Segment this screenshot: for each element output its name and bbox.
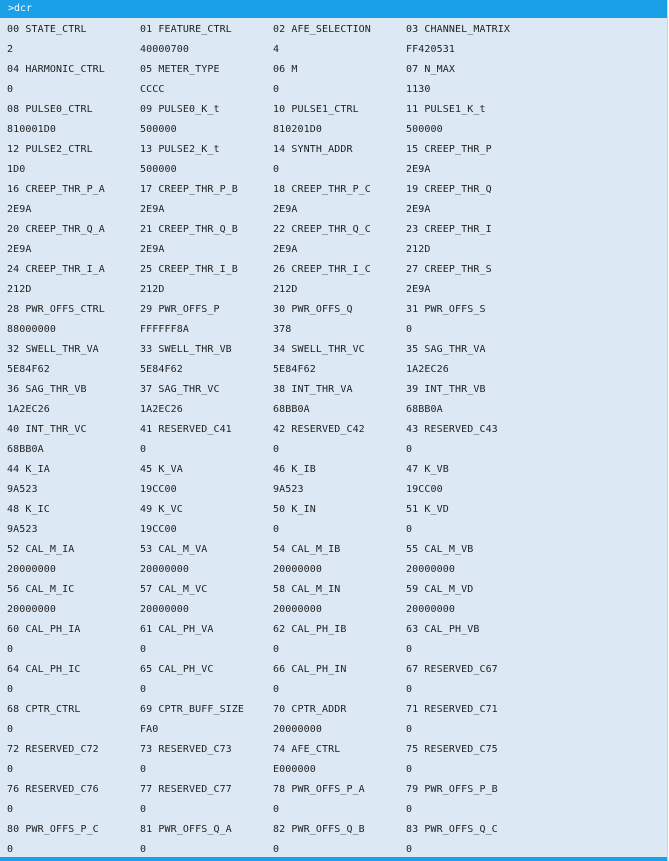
register-name: 35 SAG_THR_VA bbox=[406, 344, 486, 355]
register-name: 33 SWELL_THR_VB bbox=[140, 344, 232, 355]
register-name: 22 CREEP_THR_Q_C bbox=[273, 224, 371, 235]
register-name: 14 SYNTH_ADDR bbox=[273, 144, 353, 155]
register-value: 20000000 bbox=[7, 564, 56, 575]
register-name: 69 CPTR_BUFF_SIZE bbox=[140, 704, 245, 715]
register-name: 43 RESERVED_C43 bbox=[406, 424, 498, 435]
register-name: 45 K_VA bbox=[140, 464, 183, 475]
register-name: 00 STATE_CTRL bbox=[7, 24, 87, 35]
register-value-row bbox=[0, 760, 667, 780]
register-value: 500000 bbox=[140, 124, 177, 135]
register-name-row bbox=[0, 820, 667, 840]
register-value-row bbox=[0, 480, 667, 500]
register-name: 61 CAL_PH_VA bbox=[140, 624, 214, 635]
register-name: 49 K_VC bbox=[140, 504, 183, 515]
register-value: 0 bbox=[7, 844, 14, 855]
register-value: 2E9A bbox=[7, 204, 32, 215]
register-value: 20000000 bbox=[406, 564, 455, 575]
register-value: 2E9A bbox=[273, 204, 298, 215]
register-name: 72 RESERVED_C72 bbox=[7, 744, 99, 755]
register-value: 20000000 bbox=[406, 604, 455, 615]
register-value: 0 bbox=[406, 644, 413, 655]
register-name: 52 CAL_M_IA bbox=[7, 544, 75, 555]
register-value: 0 bbox=[140, 444, 147, 455]
register-name: 10 PULSE1_CTRL bbox=[273, 104, 359, 115]
register-value: 40000700 bbox=[140, 44, 189, 55]
register-value: 500000 bbox=[140, 164, 177, 175]
register-value: 20000000 bbox=[273, 604, 322, 615]
register-value-row bbox=[0, 560, 667, 580]
register-name: 07 N_MAX bbox=[406, 64, 455, 75]
register-value: 20000000 bbox=[7, 604, 56, 615]
register-value: 378 bbox=[273, 324, 292, 335]
register-value: 0 bbox=[273, 684, 280, 695]
register-value: 0 bbox=[273, 84, 280, 95]
register-name-row bbox=[0, 300, 667, 320]
register-name-row bbox=[0, 580, 667, 600]
register-name: 37 SAG_THR_VC bbox=[140, 384, 220, 395]
register-value: 0 bbox=[140, 644, 147, 655]
register-name: 70 CPTR_ADDR bbox=[273, 704, 347, 715]
register-name: 74 AFE_CTRL bbox=[273, 744, 341, 755]
register-value: 212D bbox=[140, 284, 165, 295]
register-name: 41 RESERVED_C41 bbox=[140, 424, 232, 435]
register-name-row bbox=[0, 100, 667, 120]
register-name-row bbox=[0, 540, 667, 560]
register-value: 0 bbox=[7, 684, 14, 695]
register-name: 66 CAL_PH_IN bbox=[273, 664, 347, 675]
register-value: 0 bbox=[7, 724, 14, 735]
register-name: 77 RESERVED_C77 bbox=[140, 784, 232, 795]
register-name: 63 CAL_PH_VB bbox=[406, 624, 480, 635]
register-value-row bbox=[0, 720, 667, 740]
register-name: 12 PULSE2_CTRL bbox=[7, 144, 93, 155]
register-name: 53 CAL_M_VA bbox=[140, 544, 208, 555]
register-value: 9A523 bbox=[273, 484, 304, 495]
register-value: E000000 bbox=[273, 764, 316, 775]
register-name: 28 PWR_OFFS_CTRL bbox=[7, 304, 105, 315]
register-name: 19 CREEP_THR_Q bbox=[406, 184, 492, 195]
register-value: 0 bbox=[7, 804, 14, 815]
register-value-row bbox=[0, 280, 667, 300]
register-value: 19CC00 bbox=[406, 484, 443, 495]
register-value: FA0 bbox=[140, 724, 159, 735]
register-name-row bbox=[0, 620, 667, 640]
register-value: 212D bbox=[273, 284, 298, 295]
register-name-row bbox=[0, 180, 667, 200]
register-name: 21 CREEP_THR_Q_B bbox=[140, 224, 238, 235]
register-name: 31 PWR_OFFS_S bbox=[406, 304, 486, 315]
register-value-row bbox=[0, 320, 667, 340]
register-name: 32 SWELL_THR_VA bbox=[7, 344, 99, 355]
register-value-row bbox=[0, 160, 667, 180]
register-name: 83 PWR_OFFS_Q_C bbox=[406, 824, 498, 835]
register-value: 0 bbox=[273, 804, 280, 815]
register-name: 47 K_VB bbox=[406, 464, 449, 475]
register-value: 0 bbox=[406, 724, 413, 735]
register-value-row bbox=[0, 200, 667, 220]
register-name: 67 RESERVED_C67 bbox=[406, 664, 498, 675]
register-value: 68BB0A bbox=[406, 404, 443, 415]
register-name: 40 INT_THR_VC bbox=[7, 424, 87, 435]
register-value: 0 bbox=[273, 844, 280, 855]
register-value: 20000000 bbox=[273, 564, 322, 575]
register-value-row bbox=[0, 120, 667, 140]
register-value-row bbox=[0, 240, 667, 260]
register-value: 2E9A bbox=[406, 204, 431, 215]
register-value: 19CC00 bbox=[140, 484, 177, 495]
register-name: 26 CREEP_THR_I_C bbox=[273, 264, 371, 275]
register-value: 9A523 bbox=[7, 524, 38, 535]
register-name: 24 CREEP_THR_I_A bbox=[7, 264, 105, 275]
register-name: 44 K_IA bbox=[7, 464, 50, 475]
register-value: 0 bbox=[7, 764, 14, 775]
register-name: 20 CREEP_THR_Q_A bbox=[7, 224, 105, 235]
register-name: 01 FEATURE_CTRL bbox=[140, 24, 232, 35]
register-value: 68BB0A bbox=[273, 404, 310, 415]
register-value: 0 bbox=[273, 524, 280, 535]
register-name: 54 CAL_M_IB bbox=[273, 544, 341, 555]
register-name: 25 CREEP_THR_I_B bbox=[140, 264, 238, 275]
register-value: 2E9A bbox=[273, 244, 298, 255]
register-value: 19CC00 bbox=[140, 524, 177, 535]
register-value: 20000000 bbox=[140, 564, 189, 575]
register-name: 29 PWR_OFFS_P bbox=[140, 304, 220, 315]
register-name: 42 RESERVED_C42 bbox=[273, 424, 365, 435]
register-name-row bbox=[0, 260, 667, 280]
register-name: 23 CREEP_THR_I bbox=[406, 224, 492, 235]
register-name: 11 PULSE1_K_t bbox=[406, 104, 486, 115]
register-value: 5E84F62 bbox=[7, 364, 50, 375]
register-value: 5E84F62 bbox=[140, 364, 183, 375]
register-name: 50 K_IN bbox=[273, 504, 316, 515]
register-name: 76 RESERVED_C76 bbox=[7, 784, 99, 795]
register-name: 34 SWELL_THR_VC bbox=[273, 344, 365, 355]
register-value: 5E84F62 bbox=[273, 364, 316, 375]
register-name: 58 CAL_M_IN bbox=[273, 584, 341, 595]
register-value: CCCC bbox=[140, 84, 165, 95]
register-name: 36 SAG_THR_VB bbox=[7, 384, 87, 395]
register-name-row bbox=[0, 780, 667, 800]
register-name: 08 PULSE0_CTRL bbox=[7, 104, 93, 115]
register-value: 68BB0A bbox=[7, 444, 44, 455]
register-name: 02 AFE_SELECTION bbox=[273, 24, 371, 35]
register-value: FFFFFF8A bbox=[140, 324, 189, 335]
register-name: 79 PWR_OFFS_P_B bbox=[406, 784, 498, 795]
register-name: 56 CAL_M_IC bbox=[7, 584, 75, 595]
register-value: 2E9A bbox=[140, 204, 165, 215]
register-name: 59 CAL_M_VD bbox=[406, 584, 474, 595]
register-name: 51 K_VD bbox=[406, 504, 449, 515]
register-name: 30 PWR_OFFS_Q bbox=[273, 304, 353, 315]
register-name: 68 CPTR_CTRL bbox=[7, 704, 81, 715]
register-grid bbox=[0, 20, 667, 860]
register-name: 78 PWR_OFFS_P_A bbox=[273, 784, 365, 795]
register-name: 13 PULSE2_K_t bbox=[140, 144, 220, 155]
command-text: >dcr bbox=[8, 3, 33, 14]
register-name: 05 METER_TYPE bbox=[140, 64, 220, 75]
register-value-row bbox=[0, 680, 667, 700]
register-name: 39 INT_THR_VB bbox=[406, 384, 486, 395]
register-value-row bbox=[0, 520, 667, 540]
register-value: 0 bbox=[406, 524, 413, 535]
register-value: 1130 bbox=[406, 84, 431, 95]
register-name-row bbox=[0, 660, 667, 680]
register-value: 0 bbox=[140, 764, 147, 775]
register-name-row bbox=[0, 60, 667, 80]
register-value: 1D0 bbox=[7, 164, 26, 175]
register-name: 16 CREEP_THR_P_A bbox=[7, 184, 105, 195]
register-name: 62 CAL_PH_IB bbox=[273, 624, 347, 635]
register-value: 4 bbox=[273, 44, 280, 55]
register-value: 1A2EC26 bbox=[140, 404, 183, 415]
register-value-row bbox=[0, 40, 667, 60]
register-value: 810001D0 bbox=[7, 124, 56, 135]
register-name: 65 CAL_PH_VC bbox=[140, 664, 214, 675]
register-value: 0 bbox=[406, 684, 413, 695]
register-value: 0 bbox=[406, 764, 413, 775]
register-name-row bbox=[0, 740, 667, 760]
register-value: 0 bbox=[273, 164, 280, 175]
register-name: 03 CHANNEL_MATRIX bbox=[406, 24, 511, 35]
register-name-row bbox=[0, 220, 667, 240]
register-value: 0 bbox=[273, 644, 280, 655]
register-value: 1A2EC26 bbox=[406, 364, 449, 375]
register-name: 48 K_IC bbox=[7, 504, 50, 515]
register-value: 500000 bbox=[406, 124, 443, 135]
register-name: 46 K_IB bbox=[273, 464, 316, 475]
register-value: 2E9A bbox=[140, 244, 165, 255]
register-value: 20000000 bbox=[140, 604, 189, 615]
register-value-row bbox=[0, 360, 667, 380]
register-name: 09 PULSE0_K_t bbox=[140, 104, 220, 115]
register-value: 2E9A bbox=[406, 284, 431, 295]
register-value: FF420531 bbox=[406, 44, 455, 55]
register-name-row bbox=[0, 380, 667, 400]
bottom-scroll-bar bbox=[0, 857, 667, 861]
register-name: 60 CAL_PH_IA bbox=[7, 624, 81, 635]
register-name: 38 INT_THR_VA bbox=[273, 384, 353, 395]
register-name: 04 HARMONIC_CTRL bbox=[7, 64, 105, 75]
register-value: 0 bbox=[7, 644, 14, 655]
register-name-row bbox=[0, 140, 667, 160]
register-name: 81 PWR_OFFS_Q_A bbox=[140, 824, 232, 835]
register-value-row bbox=[0, 800, 667, 820]
register-value: 88000000 bbox=[7, 324, 56, 335]
register-name: 55 CAL_M_VB bbox=[406, 544, 474, 555]
register-name: 73 RESERVED_C73 bbox=[140, 744, 232, 755]
register-name: 80 PWR_OFFS_P_C bbox=[7, 824, 99, 835]
register-value-row bbox=[0, 80, 667, 100]
register-name: 75 RESERVED_C75 bbox=[406, 744, 498, 755]
register-value: 0 bbox=[406, 444, 413, 455]
register-value: 0 bbox=[140, 804, 147, 815]
register-name: 06 M bbox=[273, 64, 298, 75]
register-name: 71 RESERVED_C71 bbox=[406, 704, 498, 715]
register-value: 810201D0 bbox=[273, 124, 322, 135]
register-value: 0 bbox=[406, 844, 413, 855]
register-value-row bbox=[0, 600, 667, 620]
register-name-row bbox=[0, 460, 667, 480]
register-value-row bbox=[0, 400, 667, 420]
register-name: 64 CAL_PH_IC bbox=[7, 664, 81, 675]
register-value: 1A2EC26 bbox=[7, 404, 50, 415]
register-value: 212D bbox=[7, 284, 32, 295]
register-name: 57 CAL_M_VC bbox=[140, 584, 208, 595]
register-value: 2E9A bbox=[406, 164, 431, 175]
register-name: 27 CREEP_THR_S bbox=[406, 264, 492, 275]
register-name-row bbox=[0, 420, 667, 440]
register-name: 18 CREEP_THR_P_C bbox=[273, 184, 371, 195]
register-value-row bbox=[0, 440, 667, 460]
register-value: 9A523 bbox=[7, 484, 38, 495]
register-name: 15 CREEP_THR_P bbox=[406, 144, 492, 155]
register-value: 0 bbox=[140, 844, 147, 855]
register-value: 2E9A bbox=[7, 244, 32, 255]
register-name-row bbox=[0, 20, 667, 40]
register-value: 20000000 bbox=[273, 724, 322, 735]
register-name-row bbox=[0, 340, 667, 360]
register-value: 0 bbox=[7, 84, 14, 95]
register-value-row bbox=[0, 640, 667, 660]
register-name: 82 PWR_OFFS_Q_B bbox=[273, 824, 365, 835]
register-value: 0 bbox=[140, 684, 147, 695]
register-name-row bbox=[0, 700, 667, 720]
register-value: 0 bbox=[273, 444, 280, 455]
register-name-row bbox=[0, 500, 667, 520]
register-value: 212D bbox=[406, 244, 431, 255]
register-name: 17 CREEP_THR_P_B bbox=[140, 184, 238, 195]
register-value: 2 bbox=[7, 44, 14, 55]
register-value: 0 bbox=[406, 804, 413, 815]
command-line-bar[interactable] bbox=[0, 0, 667, 18]
register-value: 0 bbox=[406, 324, 413, 335]
